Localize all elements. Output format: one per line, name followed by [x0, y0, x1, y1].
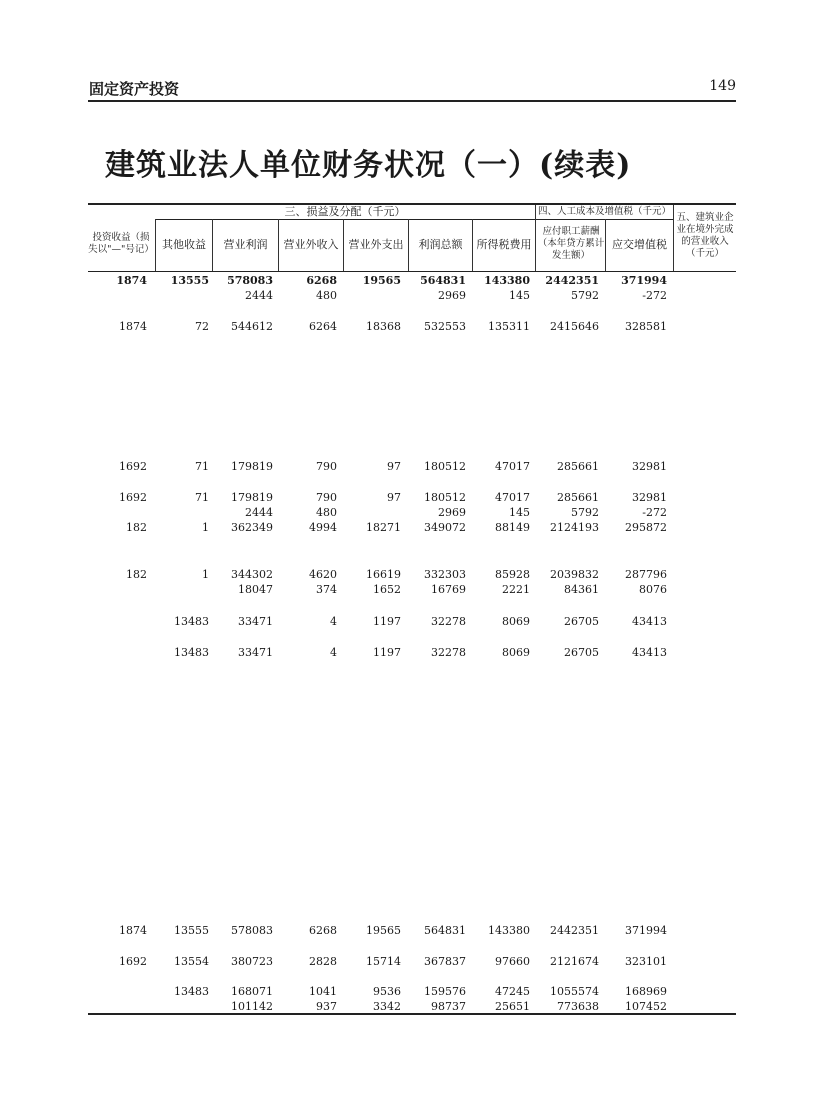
- col-header-operating-profit: 营业利润: [223, 238, 268, 251]
- table-cell: 2221: [502, 583, 530, 596]
- col-header-other-income: 其他收益: [162, 238, 206, 251]
- table-cell: 362349: [231, 521, 273, 534]
- table-cell: 8069: [502, 615, 530, 628]
- table-cell: 790: [316, 460, 337, 473]
- table-cell: 578083: [231, 924, 273, 937]
- table-cell: 26705: [564, 646, 599, 659]
- table-cell: 85928: [495, 568, 530, 581]
- table-cell: 182: [126, 568, 147, 581]
- table-cell: 32981: [632, 460, 667, 473]
- col-header-vat: 应交增值税: [612, 238, 667, 251]
- table-cell: 564831: [420, 274, 466, 287]
- table-cell: 13555: [170, 274, 209, 287]
- table-cell: 13554: [174, 955, 209, 968]
- col-header-income-tax: 所得税费用: [476, 238, 532, 251]
- table-cell: 180512: [424, 491, 466, 504]
- table-cell: 26705: [564, 615, 599, 628]
- table-cell: 6268: [306, 274, 337, 287]
- table-cell: 13555: [174, 924, 209, 937]
- group-header-rule: [155, 219, 673, 220]
- table-cell: 18368: [366, 320, 401, 333]
- group-header-labor: 四、人工成本及增值税（千元）: [537, 206, 671, 217]
- table-cell: 344302: [231, 568, 273, 581]
- table-cell: 47245: [495, 985, 530, 998]
- table-cell: 145: [509, 289, 530, 302]
- table-cell: 2124193: [550, 521, 599, 534]
- col-header-investment-income: 投资收益（损失以"—"号记）: [88, 232, 154, 255]
- table-cell: 1197: [373, 615, 401, 628]
- col-header-total-profit: 利润总额: [418, 238, 463, 251]
- table-cell: 72: [195, 320, 209, 333]
- col-header-nonop-expense: 营业外支出: [348, 238, 404, 251]
- table-cell: 98737: [431, 1000, 466, 1013]
- table-cell: 6268: [309, 924, 337, 937]
- table-cell: 97660: [495, 955, 530, 968]
- table-cell: 32981: [632, 491, 667, 504]
- table-cell: 295872: [625, 521, 667, 534]
- table-cell: 2415646: [550, 320, 599, 333]
- table-cell: 1874: [119, 924, 147, 937]
- table-cell: 6264: [309, 320, 337, 333]
- table-cell: 4: [330, 646, 337, 659]
- table-cell: 1: [202, 521, 209, 534]
- table-cell: 168969: [625, 985, 667, 998]
- table-cell: 2121674: [550, 955, 599, 968]
- table-cell: 9536: [373, 985, 401, 998]
- table-cell: 107452: [625, 1000, 667, 1013]
- table-cell: 182: [126, 521, 147, 534]
- table-cell: 179819: [231, 491, 273, 504]
- table-cell: 323101: [625, 955, 667, 968]
- table-cell: 2444: [245, 289, 273, 302]
- table-cell: 13483: [174, 985, 209, 998]
- table-cell: 1041: [309, 985, 337, 998]
- table-cell: 15714: [366, 955, 401, 968]
- table-cell: -272: [642, 289, 667, 302]
- table-cell: 2969: [438, 506, 466, 519]
- table-cell: 145: [509, 506, 530, 519]
- table-cell: 143380: [488, 924, 530, 937]
- table-cell: 13483: [174, 646, 209, 659]
- table-cell: 135311: [488, 320, 530, 333]
- table-cell: 4994: [309, 521, 337, 534]
- table-cell: 180512: [424, 460, 466, 473]
- table-cell: 8076: [639, 583, 667, 596]
- table-cell: 532553: [424, 320, 466, 333]
- group-header-overseas: 五、建筑业企业在境外完成的营业收入（千元）: [676, 212, 734, 259]
- col-header-nonop-income: 营业外收入: [283, 238, 339, 251]
- table-cell: 2969: [438, 289, 466, 302]
- table-cell: 367837: [424, 955, 466, 968]
- table-cell: 287796: [625, 568, 667, 581]
- table-cell: 937: [316, 1000, 337, 1013]
- table-cell: 4620: [309, 568, 337, 581]
- table-cell: 380723: [231, 955, 273, 968]
- page-title: 建筑业法人单位财务状况（一）(续表): [105, 148, 632, 183]
- table-cell: 480: [316, 289, 337, 302]
- table-cell: 71: [195, 460, 209, 473]
- table-cell: 564831: [424, 924, 466, 937]
- header-rule: [88, 100, 736, 102]
- table-cell: 179819: [231, 460, 273, 473]
- table-cell: 1692: [119, 460, 147, 473]
- table-cell: 328581: [625, 320, 667, 333]
- table-cell: 1055574: [550, 985, 599, 998]
- table-cell: 19565: [362, 274, 401, 287]
- table-cell: 480: [316, 506, 337, 519]
- table-cell: 25651: [495, 1000, 530, 1013]
- table-cell: -272: [642, 506, 667, 519]
- table-cell: 3342: [373, 1000, 401, 1013]
- table-cell: 16769: [431, 583, 466, 596]
- table-cell: 5792: [571, 506, 599, 519]
- table-cell: 84361: [564, 583, 599, 596]
- col-divider: [673, 205, 674, 271]
- table-cell: 2039832: [550, 568, 599, 581]
- table-cell: 33471: [238, 646, 273, 659]
- table-cell: 1197: [373, 646, 401, 659]
- header-bottom-rule: [88, 271, 736, 272]
- table-cell: 374: [316, 583, 337, 596]
- table-cell: 33471: [238, 615, 273, 628]
- section-title: 固定资产投资: [89, 80, 180, 98]
- col-header-payroll: 应付职工薪酬（本年贷方累计发生额）: [537, 226, 605, 261]
- table-cell: 1: [202, 568, 209, 581]
- table-cell: 43413: [632, 615, 667, 628]
- table-cell: 101142: [231, 1000, 273, 1013]
- table-cell: 5792: [571, 289, 599, 302]
- table-cell: 332303: [424, 568, 466, 581]
- table-cell: 1692: [119, 491, 147, 504]
- table-cell: 18047: [238, 583, 273, 596]
- table-cell: 32278: [431, 646, 466, 659]
- table-cell: 71: [195, 491, 209, 504]
- table-cell: 88149: [495, 521, 530, 534]
- table-cell: 13483: [174, 615, 209, 628]
- table-cell: 578083: [227, 274, 273, 287]
- table-cell: 544612: [231, 320, 273, 333]
- table-cell: 168071: [231, 985, 273, 998]
- table-cell: 8069: [502, 646, 530, 659]
- table-cell: 285661: [557, 460, 599, 473]
- group-header-profit: 三、损益及分配（千元）: [284, 205, 406, 218]
- table-cell: 159576: [424, 985, 466, 998]
- table-cell: 1874: [119, 320, 147, 333]
- table-cell: 97: [387, 460, 401, 473]
- table-cell: 1692: [119, 955, 147, 968]
- table-cell: 47017: [495, 491, 530, 504]
- table-cell: 1652: [373, 583, 401, 596]
- table-cell: 2442351: [550, 924, 599, 937]
- table-cell: 97: [387, 491, 401, 504]
- table-cell: 19565: [366, 924, 401, 937]
- table-cell: 285661: [557, 491, 599, 504]
- table-cell: 143380: [484, 274, 530, 287]
- table-cell: 32278: [431, 615, 466, 628]
- table-cell: 4: [330, 615, 337, 628]
- table-cell: 43413: [632, 646, 667, 659]
- table-cell: 790: [316, 491, 337, 504]
- page-number: 149: [709, 78, 736, 94]
- table-cell: 371994: [621, 274, 667, 287]
- table-cell: 18271: [366, 521, 401, 534]
- table-cell: 47017: [495, 460, 530, 473]
- table-cell: 773638: [557, 1000, 599, 1013]
- table-cell: 2442351: [545, 274, 599, 287]
- table-cell: 16619: [366, 568, 401, 581]
- table-cell: 349072: [424, 521, 466, 534]
- table-cell: 1874: [116, 274, 147, 287]
- table-cell: 2828: [309, 955, 337, 968]
- table-cell: 371994: [625, 924, 667, 937]
- table-cell: 2444: [245, 506, 273, 519]
